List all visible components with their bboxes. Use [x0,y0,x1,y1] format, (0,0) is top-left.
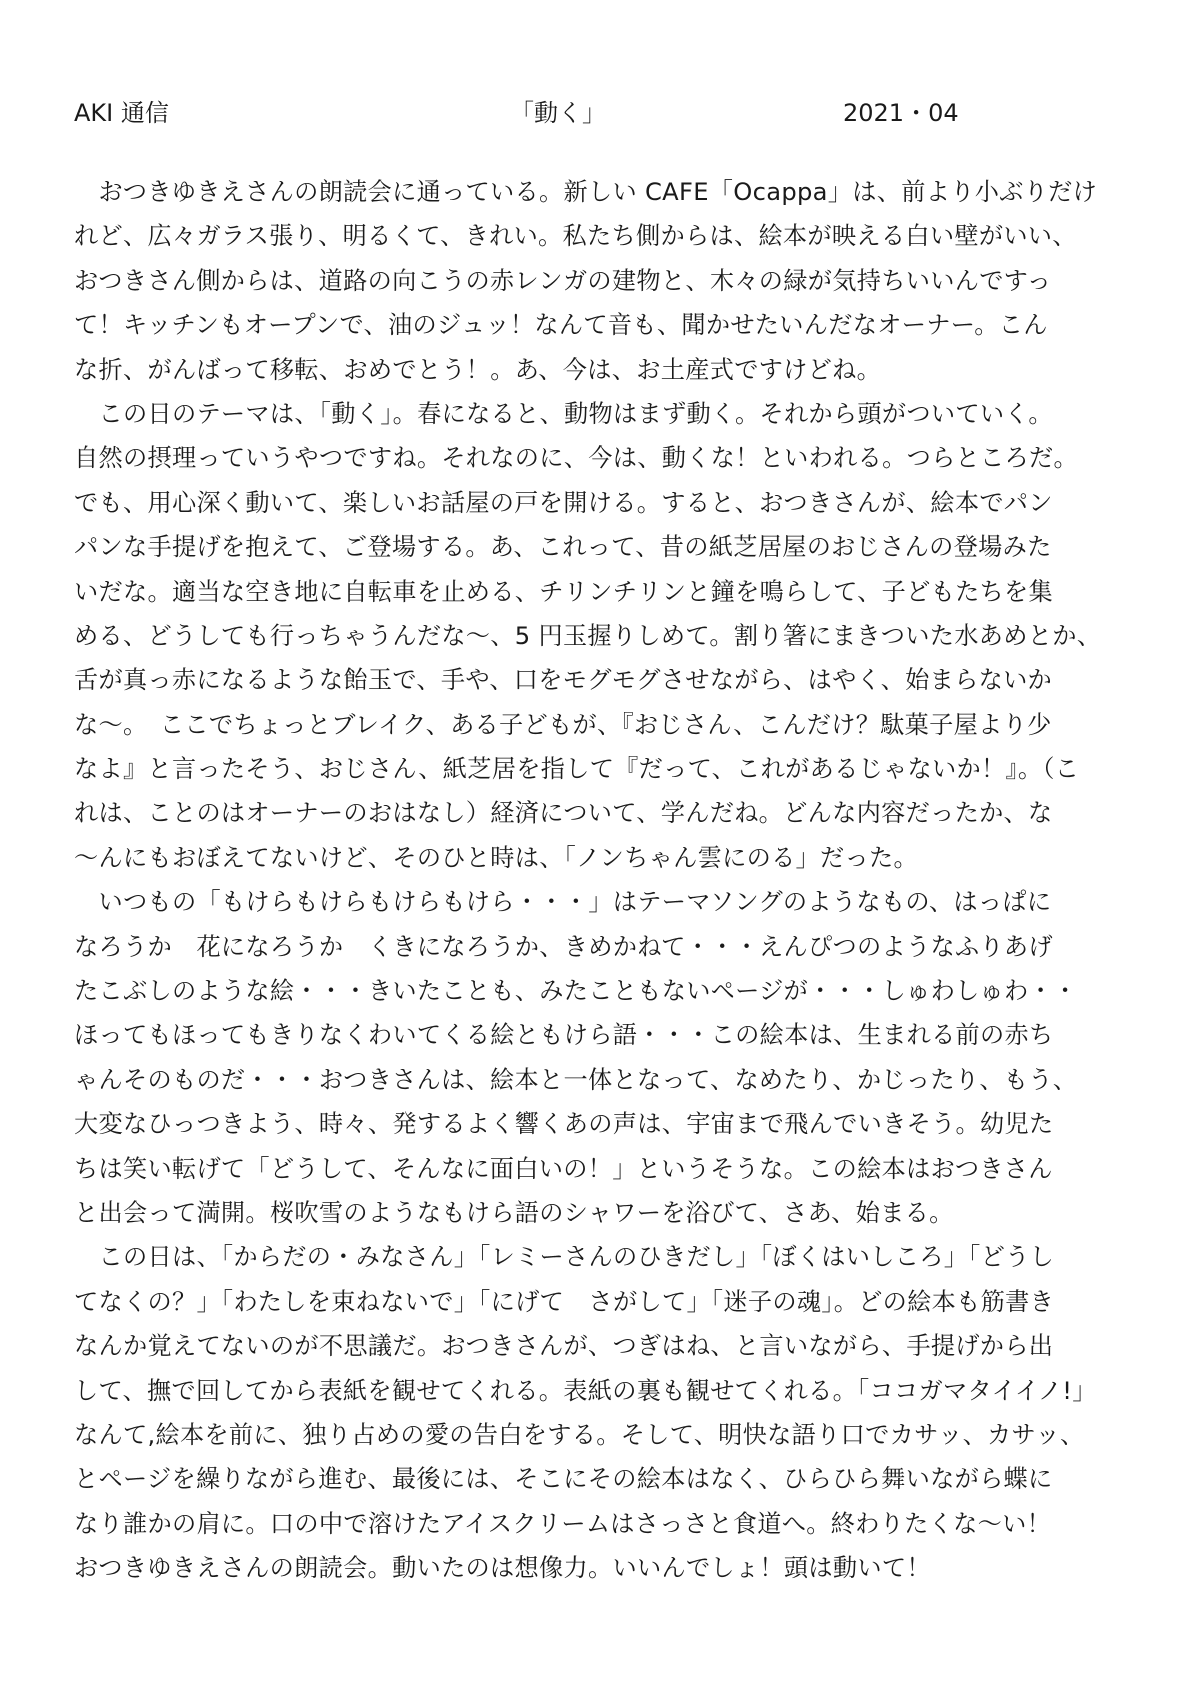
text-line: て！キッチンもオープンで、油のジュッ！なんて音も、聞かせたいんだなオーナー。こん [74,311,1048,340]
text-line: たこぶしのような絵・・・きいたことも、みたこともないページが・・・しゅわしゅわ・・ [74,977,1078,1006]
text-line: な～。 ここでちょっとブレイク、ある子どもが、『おじさん、こんだけ？駄菓子屋より少 [74,710,1052,739]
text-line: この日は、「からだの・みなさん」「レミーさんのひきだし」「ぼくはいしころ」「どうし [74,1243,1055,1272]
text-line: な折、がんばって移転、おめでとう！。あ、今は、お土産式ですけどね。 [74,355,882,384]
text-line: ほってもほってもきりなくわいてくる絵ともけら語・・・この絵本は、生まれる前の赤ち [74,1021,1054,1050]
text-line: と出会って満開。桜吹雪のようなもけら語のシャワーを浴びて、さあ、始まる。 [74,1198,954,1227]
text-line: 大変なひっつきよう、時々、発するよく響くあの声は、宇宙まで飛んでいきそう。幼児た [74,1110,1054,1139]
issue-date: 2021・04 [843,99,959,127]
text-line: なろうか 花になろうか くきになろうか、きめかねて・・・えんぴつのようなふりあげ [74,932,1053,961]
text-line: いだな。適当な空き地に自転車を止める、チリンチリンと鐘を鳴らして、子どもたちを集 [74,577,1054,606]
text-line: おつきゆきえさんの朗読会に通っている。新しい CAFE「Ocappa」は、前より小ぶりだけ [74,178,1098,206]
text-line: いつもの「もけらもけらもけらもけら・・・」はテーマソングのようなもの、はっぱに [74,888,1052,917]
text-line: れど、広々ガラス張り、明るくて、きれい。私たち側からは、絵本が映える白い壁がいい、 [74,222,1077,251]
text-line: ちは笑い転げて「どうして、そんなに面白いの！」というそうな。この絵本はおつきさん [74,1154,1053,1183]
text-line: おつきゆきえさんの朗読会。動いたのは想像力。いいんでしょ！頭は動いて！ [74,1554,931,1583]
text-line: なんて,絵本を前に、独り占めの愛の告白をする。そして、明快な語り口でカサッ、カサッ、 [74,1420,1085,1449]
text-line: れは、ことのはオーナーのおはなし）経済について、学んだね。どんな内容だったか、な [74,799,1053,828]
text-line: この日のテーマは、「動く」。春になると、動物はまず動く。それから頭がついていく。 [74,399,1053,428]
text-line: なよ』と言ったそう、おじさん、紙芝居を指して『だって、これがあるじゃないか！』。（こ [74,755,1080,784]
text-line: でも、用心深く動いて、楽しいお話屋の戸を開ける。すると、おつきさんが、絵本でパン [74,488,1053,517]
header [74,93,1124,133]
text-line: ゃんそのものだ・・・おつきさんは、絵本と一体となって、なめたり、かじったり、もう、 [74,1065,1078,1094]
text-line: ～んにもおぼえてないけど、そのひと時は、「ノンちゃん雲にのる」だった。 [74,843,918,872]
text-line: 自然の摂理っていうやつですね。それなのに、今は、動くな！といわれる。つらところだ。 [74,444,1078,473]
text-line: して、撫で回してから表紙を観せてくれる。表紙の裏も観せてくれる。「ココガマタイイノ!」 [74,1376,1097,1405]
text-line: める、どうしても行っちゃうんだな～、5 円玉握りしめて。割り箸にまきついた水あめとか、 [74,621,1102,650]
text-line: おつきさん側からは、道路の向こうの赤レンガの建物と、木々の緑が気持ちいいんですっ [74,266,1052,295]
article-title: 「動く」 [510,99,606,127]
text-line: なんか覚えてないのが不思議だ。おつきさんが、つぎはね、と言いながら、手提げから出 [74,1332,1054,1361]
article-body [74,170,1134,1591]
newsletter-name: AKI 通信 [74,99,169,127]
text-line: なり誰かの肩に。口の中で溶けたアイスクリームはさっさと食道へ。終わりたくな～い！ [74,1509,1052,1538]
text-line: 舌が真っ赤になるような飴玉で、手や、口をモグモグさせながら、はやく、始まらないか [74,666,1053,695]
text-line: とページを繰りながら進む、最後には、そこにその絵本はなく、ひらひら舞いながら蝶に [74,1465,1053,1494]
text-line: パンな手提げを抱えて、ご登場する。あ、これって、昔の紙芝居屋のおじさんの登場みた [74,533,1052,562]
text-line: てなくの？」「わたしを束ねないで」「にげて さがして」「迷子の魂」。どの絵本も筋書き [74,1287,1055,1316]
